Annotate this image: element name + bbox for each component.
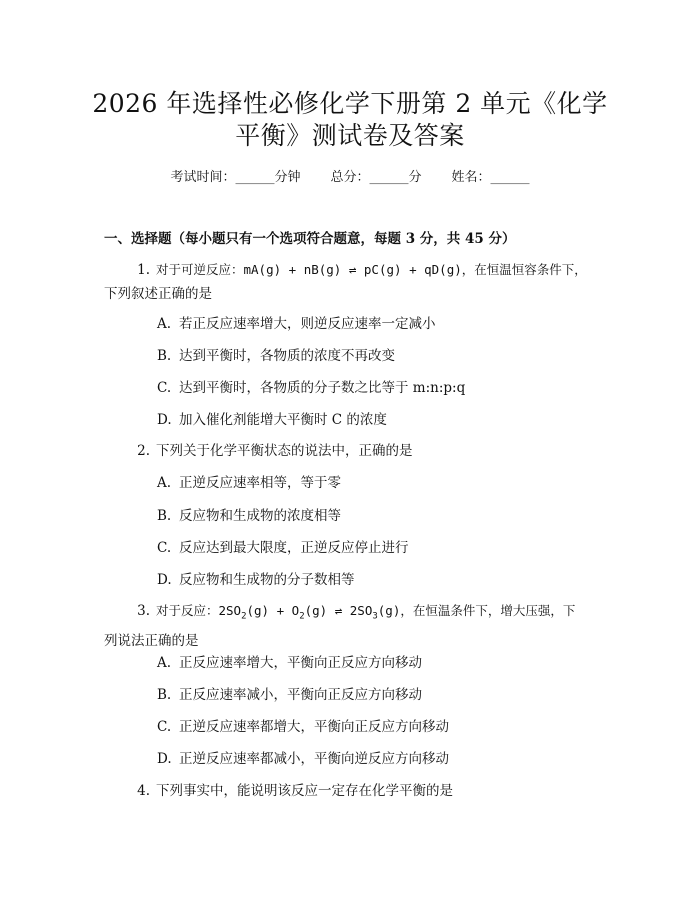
- page-title-line2: 平衡》测试卷及答案: [235, 121, 465, 150]
- question-text-cont: 下列叙述正确的是: [104, 286, 212, 302]
- question-number: 3.: [137, 603, 150, 619]
- time-blank: ______: [235, 170, 275, 185]
- time-label: 考试时间：: [170, 170, 236, 185]
- section-heading-choice: 一、选择题（每小题只有一个选项符合题意，每题 3 分，共 45 分）: [104, 231, 516, 247]
- name-blank: ______: [490, 170, 530, 185]
- question-1: [104, 255, 600, 309]
- question-4: [104, 776, 600, 806]
- option-3a: A. 正反应速率增大，平衡向正反应方向移动: [157, 655, 422, 671]
- page-title-line1: 2026 年选择性必修化学下册第 2 单元《化学: [92, 89, 608, 118]
- option-2b: B. 反应物和生成物的浓度相等: [157, 508, 341, 524]
- question-number: 2.: [137, 443, 150, 459]
- option-3d: D. 正逆反应速率都减小，平衡向逆反应方向移动: [157, 751, 449, 767]
- question-2: [104, 436, 600, 466]
- option-1b: B. 达到平衡时，各物质的浓度不再改变: [157, 348, 395, 364]
- question-text: 下列关于化学平衡状态的说法中，正确的是: [156, 443, 413, 459]
- question-text: 对于反应：$2SO_2(g) + O_2(g)$ ⇌ $2SO_3(g)$，在恒温条件下，增大压强，下: [156, 603, 576, 622]
- option-1c: C. 达到平衡时，各物质的分子数之比等于 m:n:p:q: [157, 380, 466, 396]
- option-2c: C. 反应达到最大限度，正逆反应停止进行: [157, 540, 409, 556]
- question-number: 4.: [137, 783, 150, 799]
- question-number: 1.: [137, 262, 150, 278]
- option-2d: D. 反应物和生成物的分子数相等: [157, 572, 355, 588]
- option-3b: B. 正反应速率减小，平衡向正反应方向移动: [157, 687, 422, 703]
- option-1d: D. 加入催化剂能增大平衡时 C 的浓度: [157, 412, 387, 428]
- question-text-cont: 列说法正确的是: [104, 632, 199, 649]
- score-blank: ______: [369, 170, 409, 185]
- score-label: 总分：: [330, 170, 370, 185]
- question-3: [104, 596, 600, 656]
- question-text: 下列事实中，能说明该反应一定存在化学平衡的是: [156, 783, 453, 799]
- option-1a: A. 若正反应速率增大，则逆反应速率一定减小: [157, 316, 436, 332]
- exam-info-row: [0, 168, 700, 188]
- score-unit: 分: [408, 170, 422, 185]
- option-2a: A. 正逆反应速率相等，等于零: [157, 475, 341, 491]
- time-unit: 分钟: [274, 170, 301, 185]
- option-3c: C. 正逆反应速率都增大，平衡向正反应方向移动: [157, 719, 449, 735]
- name-label: 姓名：: [451, 170, 491, 185]
- question-text: 对于可逆反应：mA(g) + nB(g) ⇌ pC(g) + qD(g)，在恒温恒容条件下，: [156, 262, 587, 277]
